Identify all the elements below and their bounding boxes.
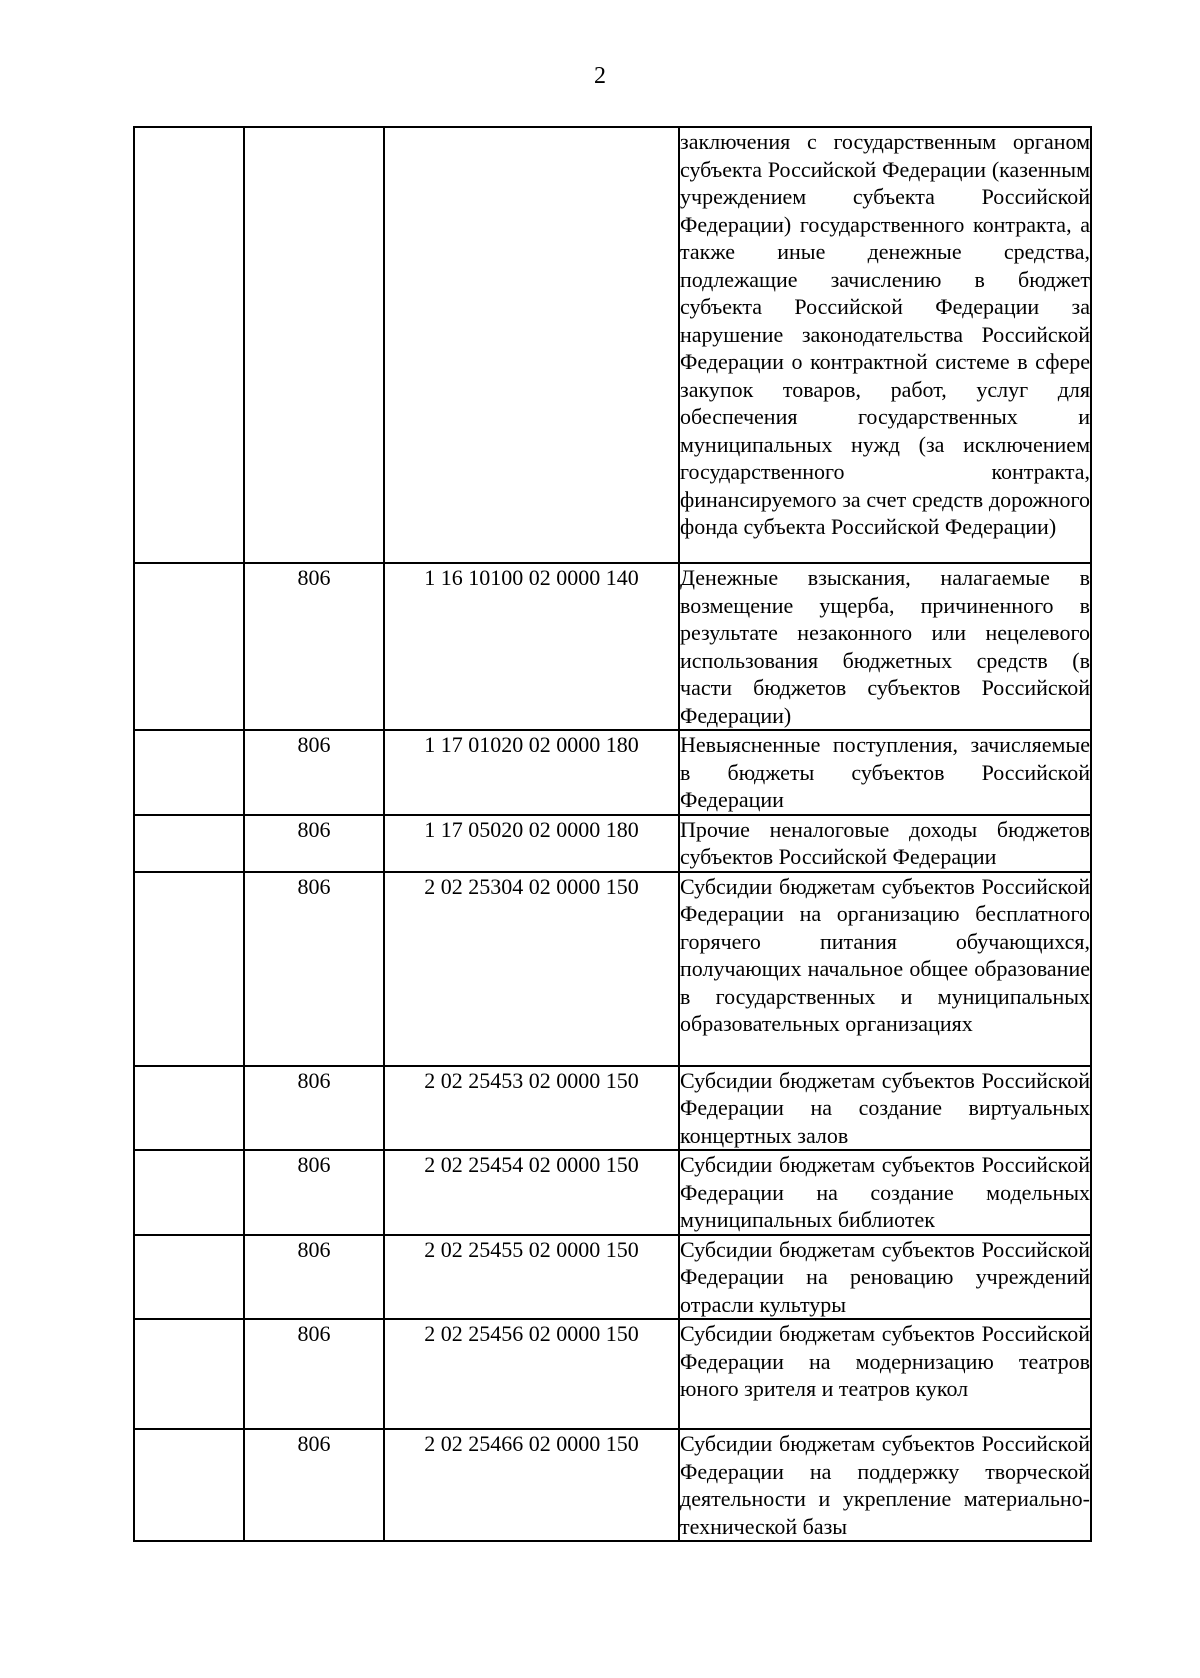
description-cell: Субсидии бюджетам субъектов Российской Федерации на реновацию учреждений отрасли культуры <box>679 1235 1091 1320</box>
budget-code-cell: 2 02 25466 02 0000 150 <box>384 1429 679 1541</box>
row-number-cell <box>134 872 244 1066</box>
description-cell: Субсидии бюджетам субъектов Российской Федерации на организацию бесплатного горячего питания обучающихся, получающих начальное общее образование в государственных и муниципальных образовательных организациях <box>679 872 1091 1066</box>
admin-code-cell: 806 <box>244 815 384 872</box>
budget-code-cell <box>384 127 679 563</box>
description-cell: Субсидии бюджетам субъектов Российской Федерации на модернизацию театров юного зрителя и театров кукол <box>679 1319 1091 1429</box>
budget-code-cell: 2 02 25456 02 0000 150 <box>384 1319 679 1429</box>
table-row <box>134 127 1091 563</box>
description-cell: Субсидии бюджетам субъектов Российской Федерации на создание модельных муниципальных библиотек <box>679 1150 1091 1235</box>
table-row <box>134 730 1091 815</box>
budget-code-cell: 2 02 25455 02 0000 150 <box>384 1235 679 1320</box>
description-cell: Невыясненные поступления, зачисляемые в бюджеты субъектов Российской Федерации <box>679 730 1091 815</box>
row-number-cell <box>134 1235 244 1320</box>
admin-code-cell: 806 <box>244 872 384 1066</box>
row-number-cell <box>134 730 244 815</box>
row-number-cell <box>134 1150 244 1235</box>
budget-code-cell: 1 17 05020 02 0000 180 <box>384 815 679 872</box>
admin-code-cell: 806 <box>244 1429 384 1541</box>
description-cell: Прочие неналоговые доходы бюджетов субъектов Российской Федерации <box>679 815 1091 872</box>
admin-code-cell: 806 <box>244 1319 384 1429</box>
table-row <box>134 1150 1091 1235</box>
description-cell: Денежные взыскания, налагаемые в возмещение ущерба, причиненного в результате незаконного или нецелевого использования бюджетных средств (в части бюджетов субъектов Российской Федерации) <box>679 563 1091 730</box>
row-number-cell <box>134 563 244 730</box>
budget-code-cell: 2 02 25304 02 0000 150 <box>384 872 679 1066</box>
admin-code-cell: 806 <box>244 1235 384 1320</box>
admin-code-cell <box>244 127 384 563</box>
table-row <box>134 815 1091 872</box>
table-row <box>134 563 1091 730</box>
row-number-cell <box>134 815 244 872</box>
description-cell: заключения с государственным органом субъекта Российской Федерации (казенным учреждением субъекта Российской Федерации) государственного контракта, а также иные денежные средства, подлежащие зачислению в бюджет субъекта Российской Федерации за нарушение законодательства Российской Федерации о контрактной системе в сфере закупок товаров, работ, услуг для обеспечения государственных и муниципальных нужд (за исключением государственного контракта, финансируемого за счет средств дорожного фонда субъекта Российской Федерации) <box>679 127 1091 563</box>
budget-code-cell: 1 17 01020 02 0000 180 <box>384 730 679 815</box>
row-number-cell <box>134 1066 244 1151</box>
row-number-cell <box>134 1429 244 1541</box>
table-row <box>134 872 1091 1066</box>
row-number-cell <box>134 1319 244 1429</box>
description-cell: Субсидии бюджетам субъектов Российской Федерации на создание виртуальных концертных залов <box>679 1066 1091 1151</box>
budget-code-cell: 2 02 25453 02 0000 150 <box>384 1066 679 1151</box>
table-row <box>134 1429 1091 1541</box>
table-row <box>134 1066 1091 1151</box>
revenue-codes-table <box>133 126 1092 1542</box>
budget-code-cell: 2 02 25454 02 0000 150 <box>384 1150 679 1235</box>
row-number-cell <box>134 127 244 563</box>
budget-code-cell: 1 16 10100 02 0000 140 <box>384 563 679 730</box>
admin-code-cell: 806 <box>244 730 384 815</box>
admin-code-cell: 806 <box>244 1066 384 1151</box>
description-cell: Субсидии бюджетам субъектов Российской Федерации на поддержку творческой деятельности и укрепление материально-технической базы <box>679 1429 1091 1541</box>
table-row <box>134 1319 1091 1429</box>
page-number: 2 <box>594 63 606 89</box>
table-row <box>134 1235 1091 1320</box>
admin-code-cell: 806 <box>244 1150 384 1235</box>
admin-code-cell: 806 <box>244 563 384 730</box>
